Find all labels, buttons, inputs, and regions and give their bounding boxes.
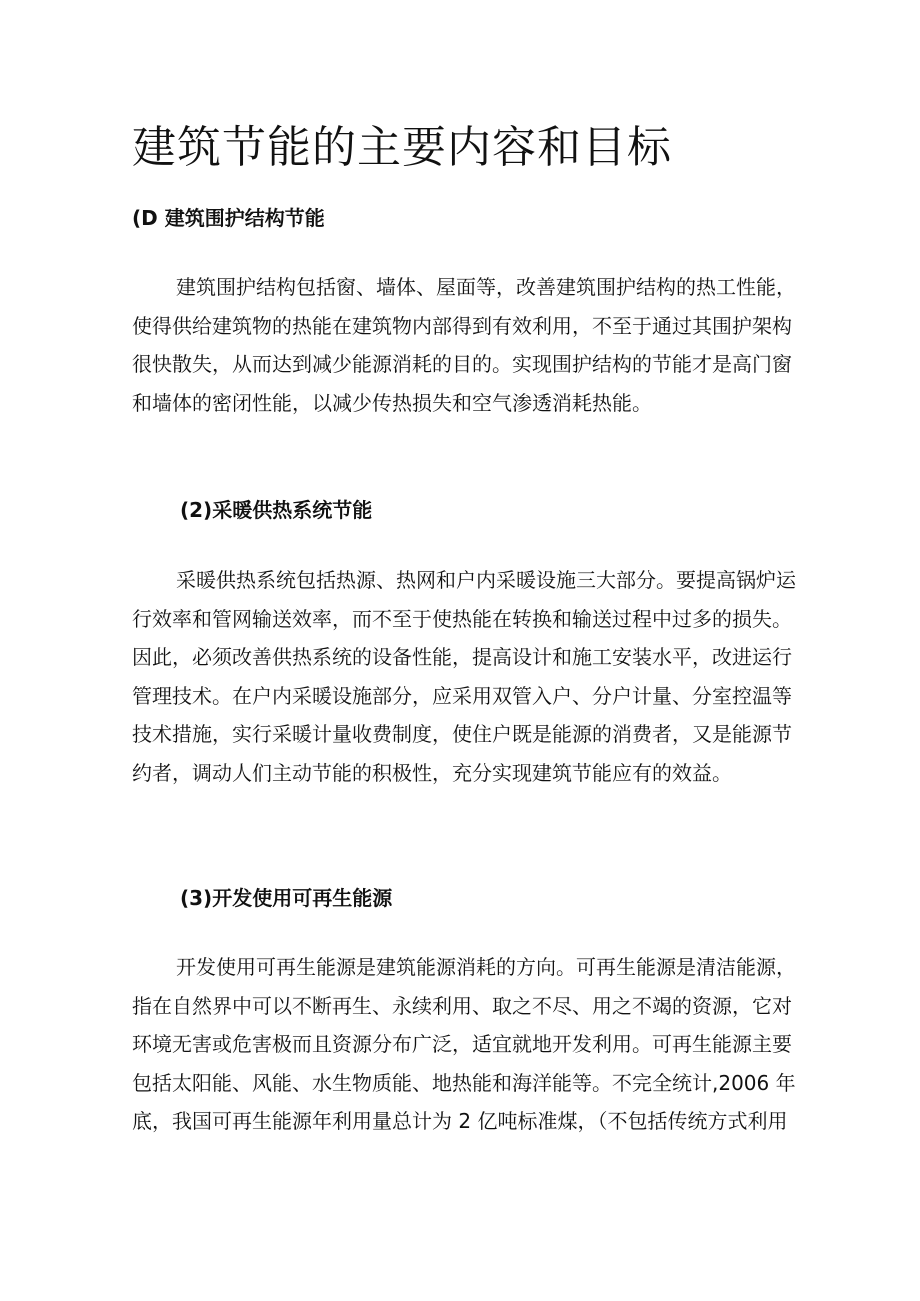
paragraph-heating-system (132, 561, 802, 793)
paragraph-line: 包括太阳能、风能、水生物质能、地热能和海洋能等。不完全统计,2006 年 (132, 1070, 796, 1095)
section-heading-renewable-energy: (3)开发使用可再生能源 (180, 886, 393, 910)
paragraph-line: 行效率和管网输送效率，而不至于使热能在转换和输送过程中过多的损失。 (132, 606, 792, 631)
paragraph-line: 技术措施，实行采暖计量收费制度，使住户既是能源的消费者，又是能源节 (132, 722, 792, 747)
paragraph-line: 管理技术。在户内采暖设施部分，应采用双管入户、分户计量、分室控温等 (132, 683, 792, 708)
paragraph-line: 指在自然界中可以不断再生、永续利用、取之不尽、用之不竭的资源，它对 (132, 993, 792, 1018)
paragraph-line: 很快散失，从而达到减少能源消耗的目的。实现围护结构的节能才是高门窗 (132, 352, 792, 377)
paragraph-line: 建筑围护结构包括窗、墙体、屋面等，改善建筑围护结构的热工性能， (176, 275, 796, 299)
paragraph-line: 和墙体的密闭性能，以减少传热损失和空气渗透消耗热能。 (132, 390, 652, 415)
paragraph-line: 环境无害或危害极而且资源分布广泛，适宜就地开发利用。可再生能源主要 (132, 1032, 792, 1057)
paragraph-line: 使得供给建筑物的热能在建筑物内部得到有效利用，不至于通过其围护架构 (132, 313, 792, 338)
paragraph-line: 底，我国可再生能源年利用量总计为 2 亿吨标准煤，（不包括传统方式利用 (132, 1109, 788, 1134)
paragraph-line: 约者，调动人们主动节能的积极性，充分实现建筑节能应有的效益。 (132, 760, 732, 785)
paragraph-line: 采暖供热系统包括热源、热网和户内采暖设施三大部分。要提高锅炉运 (176, 568, 796, 592)
paragraph-line: 开发使用可再生能源是建筑能源消耗的方向。可再生能源是清洁能源， (176, 955, 796, 979)
paragraph-line: 因此，必须改善供热系统的设备性能，提高设计和施工安装水平，改进运行 (132, 645, 792, 670)
page-title: 建筑节能的主要内容和目标 (132, 122, 672, 173)
paragraph-renewable-energy (132, 948, 802, 1141)
section-heading-building-envelope: (D 建筑围护结构节能 (132, 206, 325, 230)
paragraph-building-envelope (132, 268, 802, 422)
section-heading-heating-system: (2)采暖供热系统节能 (180, 498, 373, 522)
